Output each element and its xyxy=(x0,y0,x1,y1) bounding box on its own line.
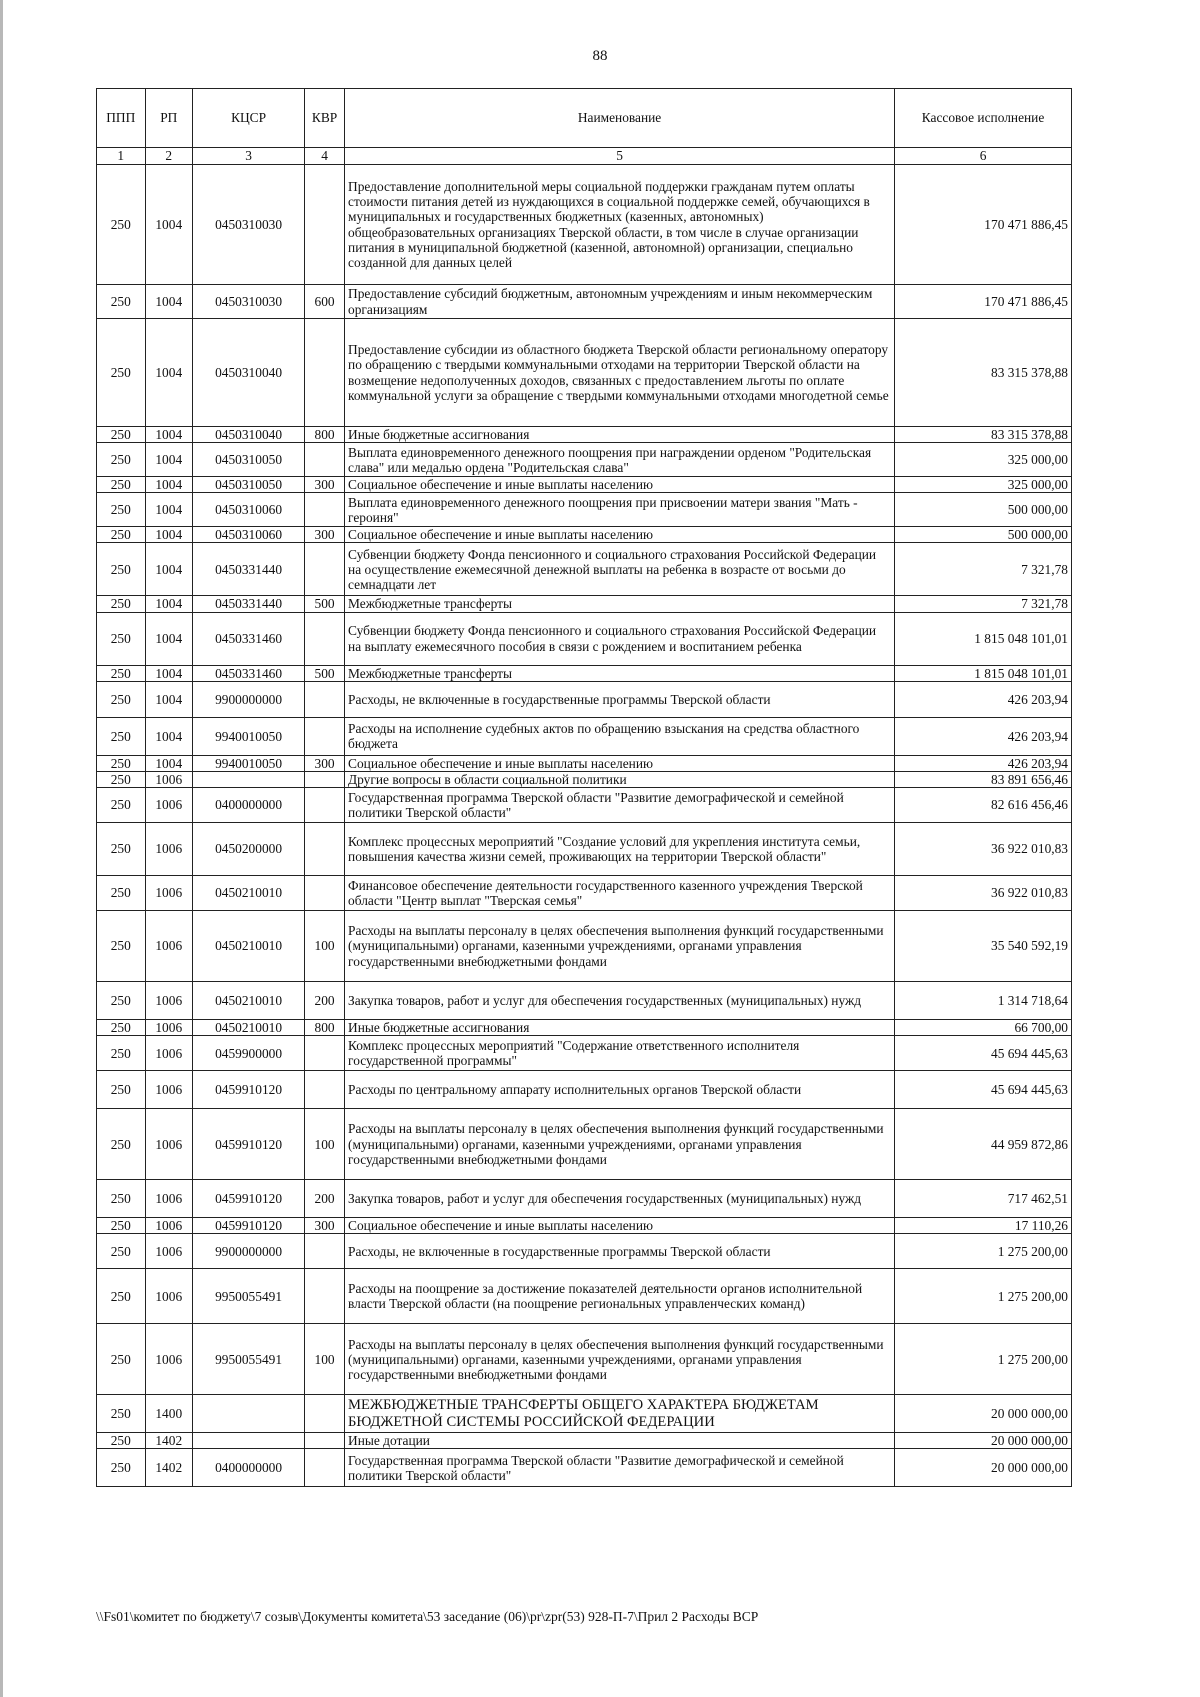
cell-name: Выплата единовременного денежного поощрения при награждении орденом "Родительская слава" или медалью ордена "Родительская слава" xyxy=(345,443,895,477)
cell-amount: 500 000,00 xyxy=(895,493,1072,527)
column-number-row xyxy=(97,148,1072,165)
cell-rp: 1006 xyxy=(145,1269,192,1324)
column-number: 6 xyxy=(895,148,1072,165)
table-row xyxy=(97,1019,1072,1035)
cell-kvr xyxy=(305,1449,345,1487)
table-row xyxy=(97,596,1072,612)
cell-ppp: 250 xyxy=(97,1324,146,1395)
cell-kvr: 300 xyxy=(305,477,345,493)
scan-edge xyxy=(0,0,3,1697)
cell-name: Закупка товаров, работ и услуг для обеспечения государственных (муниципальных) нужд xyxy=(345,1180,895,1218)
cell-ppp: 250 xyxy=(97,1109,146,1180)
cell-kvr xyxy=(305,681,345,717)
cell-kcsr: 0450331440 xyxy=(192,596,304,612)
cell-amount: 20 000 000,00 xyxy=(895,1395,1072,1433)
cell-ppp: 250 xyxy=(97,787,146,822)
cell-ppp: 250 xyxy=(97,981,146,1019)
cell-kvr: 500 xyxy=(305,665,345,681)
table-row xyxy=(97,822,1072,875)
table-row xyxy=(97,910,1072,981)
cell-kvr xyxy=(305,319,345,427)
cell-name: Расходы на поощрение за достижение показателей деятельности органов исполнительной власти Тверской области (на поощрение региональных управленческих команд) xyxy=(345,1269,895,1324)
cell-amount: 426 203,94 xyxy=(895,717,1072,755)
cell-rp: 1004 xyxy=(145,477,192,493)
cell-ppp: 250 xyxy=(97,1395,146,1433)
cell-kvr xyxy=(305,165,345,285)
cell-ppp: 250 xyxy=(97,493,146,527)
cell-kcsr: 0450331460 xyxy=(192,665,304,681)
cell-amount: 35 540 592,19 xyxy=(895,910,1072,981)
cell-ppp: 250 xyxy=(97,1269,146,1324)
cell-ppp: 250 xyxy=(97,612,146,665)
table-row xyxy=(97,717,1072,755)
header-amount: Кассовое исполнение xyxy=(895,89,1072,148)
cell-amount: 66 700,00 xyxy=(895,1019,1072,1035)
cell-rp: 1006 xyxy=(145,787,192,822)
cell-name: Финансовое обеспечение деятельности государственного казенного учреждения Тверской области "Центр выплат "Тверская семья" xyxy=(345,875,895,910)
cell-name: Иные дотации xyxy=(345,1433,895,1449)
cell-kcsr: 0450210010 xyxy=(192,981,304,1019)
cell-name: МЕЖБЮДЖЕТНЫЕ ТРАНСФЕРТЫ ОБЩЕГО ХАРАКТЕРА БЮДЖЕТАМ БЮДЖЕТНОЙ СИСТЕМЫ РОССИЙСКОЙ ФЕДЕРАЦИИ xyxy=(345,1395,895,1433)
cell-rp: 1006 xyxy=(145,822,192,875)
cell-rp: 1400 xyxy=(145,1395,192,1433)
cell-kvr xyxy=(305,1071,345,1109)
cell-kcsr: 0450310030 xyxy=(192,285,304,319)
cell-kcsr: 9900000000 xyxy=(192,681,304,717)
cell-amount: 83 315 378,88 xyxy=(895,427,1072,443)
cell-ppp: 250 xyxy=(97,910,146,981)
cell-ppp: 250 xyxy=(97,596,146,612)
cell-kvr xyxy=(305,875,345,910)
cell-rp: 1006 xyxy=(145,1218,192,1234)
cell-amount: 426 203,94 xyxy=(895,755,1072,771)
cell-amount: 82 616 456,46 xyxy=(895,787,1072,822)
cell-amount: 36 922 010,83 xyxy=(895,822,1072,875)
cell-kvr xyxy=(305,1269,345,1324)
cell-amount: 17 110,26 xyxy=(895,1218,1072,1234)
cell-amount: 36 922 010,83 xyxy=(895,875,1072,910)
cell-name: Расходы на выплаты персоналу в целях обеспечения выполнения функций государственными (муниципальными) органами, казенными учреждениями, органами управления государственными внебюджетными фондами xyxy=(345,910,895,981)
cell-rp: 1006 xyxy=(145,771,192,787)
cell-rp: 1006 xyxy=(145,1071,192,1109)
cell-name: Закупка товаров, работ и услуг для обеспечения государственных (муниципальных) нужд xyxy=(345,981,895,1019)
cell-kvr: 200 xyxy=(305,1180,345,1218)
cell-kvr xyxy=(305,543,345,596)
cell-name: Другие вопросы в области социальной политики xyxy=(345,771,895,787)
cell-kvr: 100 xyxy=(305,910,345,981)
cell-kcsr: 0450200000 xyxy=(192,822,304,875)
cell-rp: 1006 xyxy=(145,1019,192,1035)
cell-kcsr: 0459910120 xyxy=(192,1180,304,1218)
table-row xyxy=(97,1324,1072,1395)
table-row xyxy=(97,755,1072,771)
cell-ppp: 250 xyxy=(97,443,146,477)
table-row xyxy=(97,665,1072,681)
table-row xyxy=(97,1395,1072,1433)
budget-table xyxy=(96,88,1072,1487)
cell-ppp: 250 xyxy=(97,1036,146,1071)
header-name: Наименование xyxy=(345,89,895,148)
table-body xyxy=(97,165,1072,1487)
cell-amount: 83 891 656,46 xyxy=(895,771,1072,787)
table-row xyxy=(97,493,1072,527)
cell-kcsr: 0450310050 xyxy=(192,443,304,477)
cell-kvr: 800 xyxy=(305,427,345,443)
cell-amount: 45 694 445,63 xyxy=(895,1071,1072,1109)
cell-name: Комплекс процессных мероприятий "Создание условий для укрепления института семьи, повышения качества жизни семей, проживающих на территории Тверской области" xyxy=(345,822,895,875)
column-number: 2 xyxy=(145,148,192,165)
cell-ppp: 250 xyxy=(97,1180,146,1218)
cell-kcsr: 0450331460 xyxy=(192,612,304,665)
cell-ppp: 250 xyxy=(97,1218,146,1234)
cell-name: Субвенции бюджету Фонда пенсионного и социального страхования Российской Федерации на выплату ежемесячного пособия в связи с рождением и воспитанием ребенка xyxy=(345,612,895,665)
cell-name: Социальное обеспечение и иные выплаты населению xyxy=(345,755,895,771)
header-kvr: КВР xyxy=(305,89,345,148)
header-rp: РП xyxy=(145,89,192,148)
cell-kcsr: 0450331440 xyxy=(192,543,304,596)
cell-kcsr: 0450310060 xyxy=(192,493,304,527)
cell-ppp: 250 xyxy=(97,165,146,285)
cell-kcsr xyxy=(192,771,304,787)
table-row xyxy=(97,443,1072,477)
cell-rp: 1006 xyxy=(145,1036,192,1071)
table-row xyxy=(97,1109,1072,1180)
cell-rp: 1004 xyxy=(145,596,192,612)
table-row xyxy=(97,771,1072,787)
cell-kvr: 200 xyxy=(305,981,345,1019)
cell-name: Расходы на выплаты персоналу в целях обеспечения выполнения функций государственными (муниципальными) органами, казенными учреждениями, органами управления государственными внебюджетными фондами xyxy=(345,1109,895,1180)
cell-rp: 1004 xyxy=(145,681,192,717)
cell-name: Иные бюджетные ассигнования xyxy=(345,1019,895,1035)
cell-ppp: 250 xyxy=(97,822,146,875)
cell-ppp: 250 xyxy=(97,665,146,681)
table-row xyxy=(97,427,1072,443)
table-row xyxy=(97,285,1072,319)
column-number: 4 xyxy=(305,148,345,165)
cell-kvr xyxy=(305,443,345,477)
cell-rp: 1006 xyxy=(145,981,192,1019)
table-row xyxy=(97,681,1072,717)
cell-rp: 1004 xyxy=(145,285,192,319)
cell-amount: 7 321,78 xyxy=(895,543,1072,596)
cell-kvr: 300 xyxy=(305,527,345,543)
table-row xyxy=(97,787,1072,822)
cell-rp: 1004 xyxy=(145,527,192,543)
cell-rp: 1004 xyxy=(145,717,192,755)
table-row xyxy=(97,1218,1072,1234)
table-row xyxy=(97,1449,1072,1487)
cell-kvr: 100 xyxy=(305,1109,345,1180)
cell-name: Межбюджетные трансферты xyxy=(345,665,895,681)
cell-kvr xyxy=(305,1036,345,1071)
cell-kcsr xyxy=(192,1433,304,1449)
table-row xyxy=(97,1071,1072,1109)
cell-amount: 170 471 886,45 xyxy=(895,165,1072,285)
cell-amount: 83 315 378,88 xyxy=(895,319,1072,427)
cell-rp: 1004 xyxy=(145,612,192,665)
cell-name: Расходы, не включенные в государственные программы Тверской области xyxy=(345,681,895,717)
cell-kcsr: 9950055491 xyxy=(192,1324,304,1395)
cell-ppp: 250 xyxy=(97,543,146,596)
page-number: 88 xyxy=(592,48,608,64)
cell-ppp: 250 xyxy=(97,427,146,443)
cell-amount: 20 000 000,00 xyxy=(895,1433,1072,1449)
cell-ppp: 250 xyxy=(97,477,146,493)
cell-amount: 1 815 048 101,01 xyxy=(895,612,1072,665)
table-row xyxy=(97,981,1072,1019)
cell-kvr xyxy=(305,1234,345,1269)
cell-kcsr: 0450210010 xyxy=(192,875,304,910)
cell-kcsr: 0400000000 xyxy=(192,1449,304,1487)
cell-kvr: 300 xyxy=(305,755,345,771)
cell-name: Государственная программа Тверской области "Развитие демографической и семейной политики Тверской области" xyxy=(345,1449,895,1487)
cell-kvr: 800 xyxy=(305,1019,345,1035)
cell-name: Комплекс процессных мероприятий "Содержание ответственного исполнителя государственной программы" xyxy=(345,1036,895,1071)
cell-ppp: 250 xyxy=(97,681,146,717)
cell-amount: 1 275 200,00 xyxy=(895,1324,1072,1395)
cell-name: Предоставление дополнительной меры социальной поддержки гражданам путем оплаты стоимости питания детей из нуждающихся в социальной поддержке семей, обучающихся в муниципальных и государственных бюджетных (казенных, автономных) общеобразовательных организациях Тверской области, в том числе в случае организации питания в муниципальной бюджетной (казенной, автономной) организации, специально созданной для данных целей xyxy=(345,165,895,285)
cell-name: Субвенции бюджету Фонда пенсионного и социального страхования Российской Федерации на осуществление ежемесячной денежной выплаты на ребенка в возрасте от восьми до семнадцати лет xyxy=(345,543,895,596)
cell-amount: 325 000,00 xyxy=(895,443,1072,477)
cell-amount: 170 471 886,45 xyxy=(895,285,1072,319)
cell-kvr: 500 xyxy=(305,596,345,612)
cell-rp: 1004 xyxy=(145,493,192,527)
cell-name: Выплата единовременного денежного поощрения при присвоении матери звания "Мать - героиня" xyxy=(345,493,895,527)
cell-name: Иные бюджетные ассигнования xyxy=(345,427,895,443)
cell-ppp: 250 xyxy=(97,875,146,910)
table-row xyxy=(97,543,1072,596)
table-row xyxy=(97,612,1072,665)
cell-rp: 1006 xyxy=(145,1324,192,1395)
cell-amount: 1 275 200,00 xyxy=(895,1234,1072,1269)
cell-kvr: 600 xyxy=(305,285,345,319)
cell-rp: 1006 xyxy=(145,1109,192,1180)
header-row xyxy=(97,89,1072,148)
cell-rp: 1004 xyxy=(145,443,192,477)
cell-amount: 7 321,78 xyxy=(895,596,1072,612)
cell-rp: 1004 xyxy=(145,319,192,427)
cell-kcsr: 0450310040 xyxy=(192,319,304,427)
cell-kvr xyxy=(305,1395,345,1433)
cell-name: Социальное обеспечение и иные выплаты населению xyxy=(345,477,895,493)
table-row xyxy=(97,875,1072,910)
column-number: 3 xyxy=(192,148,304,165)
cell-rp: 1006 xyxy=(145,1234,192,1269)
cell-amount: 1 815 048 101,01 xyxy=(895,665,1072,681)
cell-ppp: 250 xyxy=(97,755,146,771)
cell-kcsr: 0459910120 xyxy=(192,1218,304,1234)
cell-kcsr: 0450310050 xyxy=(192,477,304,493)
cell-kvr: 100 xyxy=(305,1324,345,1395)
cell-kcsr: 0459900000 xyxy=(192,1036,304,1071)
cell-ppp: 250 xyxy=(97,1449,146,1487)
cell-amount: 44 959 872,86 xyxy=(895,1109,1072,1180)
cell-kcsr: 9940010050 xyxy=(192,717,304,755)
cell-name: Предоставление субсидий бюджетным, автономным учреждениям и иным некоммерческим организациям xyxy=(345,285,895,319)
footer-file-path: \\Fs01\комитет по бюджету\7 созыв\Документы комитета\53 заседание (06)\pr\zpr(53) 928-П-7\Прил 2 Расходы ВСР xyxy=(96,1609,759,1624)
cell-rp: 1004 xyxy=(145,427,192,443)
cell-amount: 20 000 000,00 xyxy=(895,1449,1072,1487)
table-row xyxy=(97,165,1072,285)
cell-name: Расходы, не включенные в государственные программы Тверской области xyxy=(345,1234,895,1269)
header-ppp: ППП xyxy=(97,89,146,148)
cell-amount: 325 000,00 xyxy=(895,477,1072,493)
cell-kcsr: 9950055491 xyxy=(192,1269,304,1324)
cell-amount: 717 462,51 xyxy=(895,1180,1072,1218)
cell-kvr xyxy=(305,612,345,665)
cell-name: Государственная программа Тверской области "Развитие демографической и семейной политики Тверской области" xyxy=(345,787,895,822)
cell-name: Социальное обеспечение и иные выплаты населению xyxy=(345,1218,895,1234)
table-row xyxy=(97,477,1072,493)
cell-kvr xyxy=(305,771,345,787)
cell-ppp: 250 xyxy=(97,1019,146,1035)
cell-kcsr: 0400000000 xyxy=(192,787,304,822)
cell-kvr xyxy=(305,717,345,755)
cell-rp: 1006 xyxy=(145,875,192,910)
cell-name: Расходы на исполнение судебных актов по обращению взыскания на средства областного бюджета xyxy=(345,717,895,755)
cell-name: Социальное обеспечение и иные выплаты населению xyxy=(345,527,895,543)
cell-amount: 1 275 200,00 xyxy=(895,1269,1072,1324)
cell-rp: 1006 xyxy=(145,1180,192,1218)
cell-amount: 45 694 445,63 xyxy=(895,1036,1072,1071)
cell-kcsr: 0450310030 xyxy=(192,165,304,285)
table-row xyxy=(97,1433,1072,1449)
table-row xyxy=(97,1234,1072,1269)
cell-name: Межбюджетные трансферты xyxy=(345,596,895,612)
cell-name: Расходы по центральному аппарату исполнительных органов Тверской области xyxy=(345,1071,895,1109)
cell-ppp: 250 xyxy=(97,285,146,319)
cell-rp: 1004 xyxy=(145,755,192,771)
cell-rp: 1402 xyxy=(145,1433,192,1449)
cell-rp: 1004 xyxy=(145,543,192,596)
cell-ppp: 250 xyxy=(97,1433,146,1449)
cell-ppp: 250 xyxy=(97,771,146,787)
table-row xyxy=(97,527,1072,543)
cell-ppp: 250 xyxy=(97,319,146,427)
cell-ppp: 250 xyxy=(97,717,146,755)
cell-kvr: 300 xyxy=(305,1218,345,1234)
cell-amount: 500 000,00 xyxy=(895,527,1072,543)
cell-ppp: 250 xyxy=(97,527,146,543)
cell-kcsr: 9900000000 xyxy=(192,1234,304,1269)
cell-kcsr: 0450210010 xyxy=(192,910,304,981)
cell-kcsr: 0459910120 xyxy=(192,1071,304,1109)
cell-kcsr: 0450310040 xyxy=(192,427,304,443)
cell-kvr xyxy=(305,822,345,875)
cell-name: Предоставление субсидии из областного бюджета Тверской области региональному оператору по обращению с твердыми коммунальными отходами на территории Тверской области на возмещение недополученных доходов, связанных с предоставлением льготы по оплате коммунальной услуги за обращение с твердыми коммунальными отходами многодетной семье xyxy=(345,319,895,427)
cell-name: Расходы на выплаты персоналу в целях обеспечения выполнения функций государственными (муниципальными) органами, казенными учреждениями, органами управления государственными внебюджетными фондами xyxy=(345,1324,895,1395)
cell-rp: 1006 xyxy=(145,910,192,981)
column-number: 1 xyxy=(97,148,146,165)
cell-amount: 1 314 718,64 xyxy=(895,981,1072,1019)
cell-ppp: 250 xyxy=(97,1234,146,1269)
cell-kcsr: 0450310060 xyxy=(192,527,304,543)
cell-kvr xyxy=(305,493,345,527)
cell-kcsr: 0459910120 xyxy=(192,1109,304,1180)
cell-rp: 1402 xyxy=(145,1449,192,1487)
table-row xyxy=(97,1036,1072,1071)
cell-kcsr xyxy=(192,1395,304,1433)
cell-kcsr: 9940010050 xyxy=(192,755,304,771)
header-kcsr: КЦСР xyxy=(192,89,304,148)
cell-ppp: 250 xyxy=(97,1071,146,1109)
cell-kcsr: 0450210010 xyxy=(192,1019,304,1035)
cell-amount: 426 203,94 xyxy=(895,681,1072,717)
table-row xyxy=(97,1269,1072,1324)
cell-kvr xyxy=(305,787,345,822)
cell-rp: 1004 xyxy=(145,165,192,285)
column-number: 5 xyxy=(345,148,895,165)
table-row xyxy=(97,1180,1072,1218)
cell-kvr xyxy=(305,1433,345,1449)
cell-rp: 1004 xyxy=(145,665,192,681)
table-row xyxy=(97,319,1072,427)
